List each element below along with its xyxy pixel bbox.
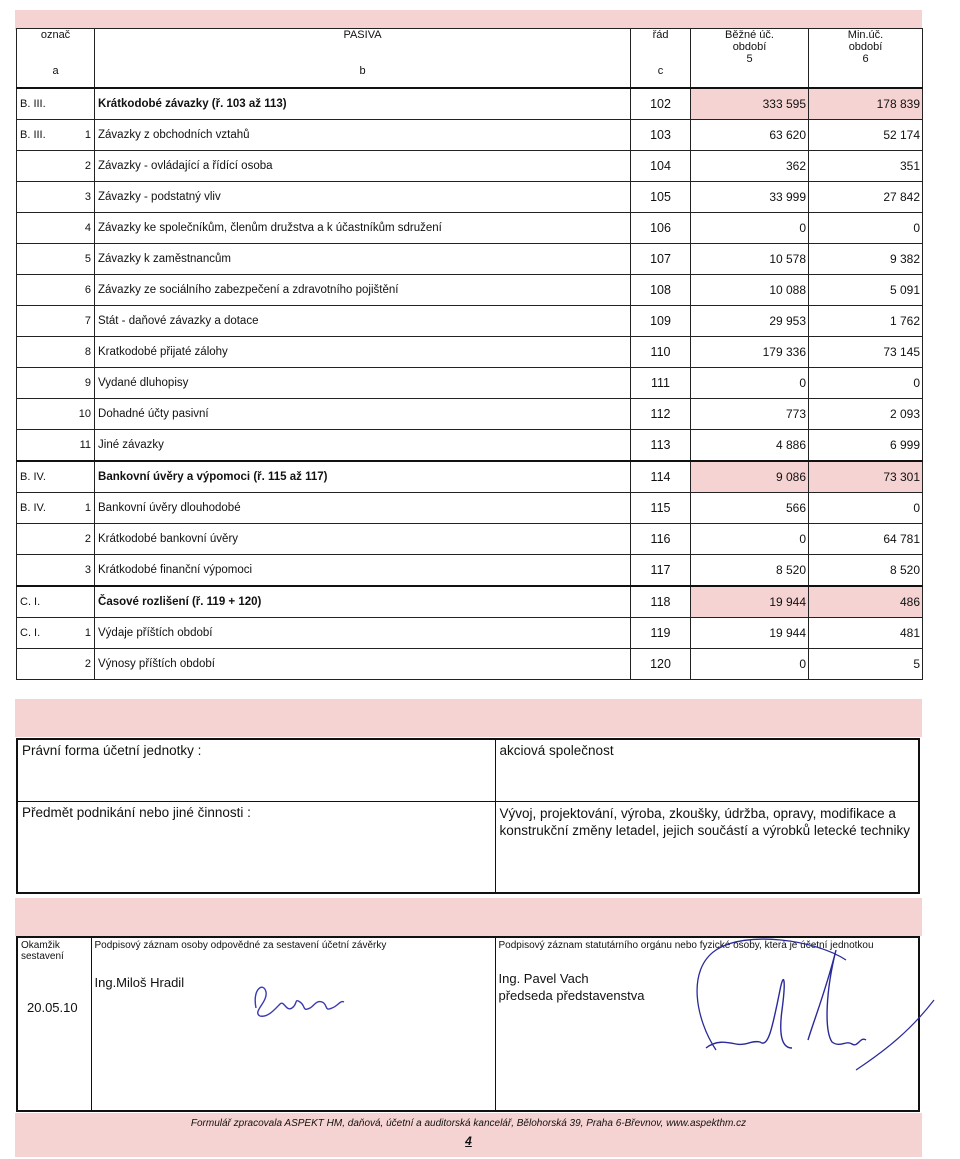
row-value-previous: 9 382 bbox=[809, 244, 923, 275]
table-row bbox=[17, 182, 923, 213]
row-value-previous: 73 145 bbox=[809, 337, 923, 368]
header-min: Min.úč. období 6 bbox=[809, 29, 923, 89]
row-code bbox=[17, 306, 75, 337]
row-sub-number: 10 bbox=[75, 399, 95, 430]
row-sub-number bbox=[75, 586, 95, 618]
table-row bbox=[17, 244, 923, 275]
row-label: Krátkodobé bankovní úvěry bbox=[95, 524, 631, 555]
row-label: Krátkodobé závazky (ř. 103 až 113) bbox=[95, 88, 631, 120]
row-number: 109 bbox=[631, 306, 691, 337]
row-number: 111 bbox=[631, 368, 691, 399]
table-row bbox=[17, 151, 923, 182]
row-label: Závazky ze sociálního zabezpečení a zdravotního pojištění bbox=[95, 275, 631, 306]
row-sub-number: 3 bbox=[75, 182, 95, 213]
row-sub-number: 2 bbox=[75, 524, 95, 555]
row-code: C. I. bbox=[17, 586, 75, 618]
moment-label: Okamžik sestavení bbox=[21, 940, 64, 962]
row-code: B. IV. bbox=[17, 461, 75, 493]
row-value-previous: 351 bbox=[809, 151, 923, 182]
top-band bbox=[15, 10, 922, 30]
row-value-current: 4 886 bbox=[691, 430, 809, 462]
entity-info-table bbox=[16, 738, 920, 894]
row-label: Dohadné účty pasivní bbox=[95, 399, 631, 430]
row-number: 115 bbox=[631, 493, 691, 524]
row-sub-number: 3 bbox=[75, 555, 95, 587]
row-value-current: 8 520 bbox=[691, 555, 809, 587]
pasiva-table bbox=[16, 28, 923, 680]
row-sub-number: 8 bbox=[75, 337, 95, 368]
date-value: 20.05.10 bbox=[27, 1000, 78, 1015]
row-value-current: 10 578 bbox=[691, 244, 809, 275]
table-row bbox=[17, 275, 923, 306]
row-value-current: 0 bbox=[691, 524, 809, 555]
header-rad: řád c bbox=[631, 29, 691, 89]
row-label: Bankovní úvěry a výpomoci (ř. 115 až 117) bbox=[95, 461, 631, 493]
row-sub-number: 1 bbox=[75, 493, 95, 524]
row-label: Stát - daňové závazky a dotace bbox=[95, 306, 631, 337]
row-number: 113 bbox=[631, 430, 691, 462]
header-pasiva: PASIVA b bbox=[95, 29, 631, 89]
row-code bbox=[17, 555, 75, 587]
table-row bbox=[17, 88, 923, 120]
row-value-previous: 0 bbox=[809, 213, 923, 244]
table-row bbox=[17, 493, 923, 524]
row-value-current: 29 953 bbox=[691, 306, 809, 337]
header-bezne: Běžné úč. období 5 bbox=[691, 29, 809, 89]
middle-band bbox=[15, 699, 922, 737]
legal-form-label: Právní forma účetní jednotky : bbox=[17, 739, 495, 801]
row-sub-number bbox=[75, 88, 95, 120]
table-row bbox=[17, 555, 923, 587]
row-value-current: 19 944 bbox=[691, 586, 809, 618]
row-value-previous: 5 091 bbox=[809, 275, 923, 306]
table-row bbox=[17, 306, 923, 337]
table-header-row bbox=[17, 29, 923, 89]
row-sub-number: 1 bbox=[75, 120, 95, 151]
row-value-current: 773 bbox=[691, 399, 809, 430]
compiler-name: Ing.Miloš Hradil bbox=[94, 975, 185, 990]
subject-value: Vývoj, projektování, výroba, zkoušky, údržba, opravy, modifikace a konstrukční změny letadel, jejich součástí a výrobků letecké techniky bbox=[495, 801, 919, 893]
table-row bbox=[17, 213, 923, 244]
statutory-name: Ing. Pavel Vach bbox=[498, 971, 589, 986]
row-value-previous: 64 781 bbox=[809, 524, 923, 555]
row-label: Výnosy příštích období bbox=[95, 649, 631, 680]
row-value-previous: 1 762 bbox=[809, 306, 923, 337]
subject-label: Předmět podnikání nebo jiné činnosti : bbox=[17, 801, 495, 893]
row-value-current: 566 bbox=[691, 493, 809, 524]
statutory-cell bbox=[495, 937, 919, 1111]
row-sub-number: 5 bbox=[75, 244, 95, 275]
row-label: Časové rozlišení (ř. 119 + 120) bbox=[95, 586, 631, 618]
statutory-label: Podpisový záznam statutárního orgánu nebo fyzické osoby, která je účetní jednotkou bbox=[498, 940, 874, 951]
row-label: Výdaje příštích období bbox=[95, 618, 631, 649]
table-row bbox=[17, 120, 923, 151]
row-sub-number: 7 bbox=[75, 306, 95, 337]
row-number: 104 bbox=[631, 151, 691, 182]
statutory-signature bbox=[676, 930, 936, 1080]
row-value-previous: 2 093 bbox=[809, 399, 923, 430]
row-code: B. IV. bbox=[17, 493, 75, 524]
row-number: 116 bbox=[631, 524, 691, 555]
row-sub-number: 6 bbox=[75, 275, 95, 306]
row-sub-number: 2 bbox=[75, 649, 95, 680]
row-number: 105 bbox=[631, 182, 691, 213]
compiler-label: Podpisový záznam osoby odpovědné za sestavení účetní závěrky bbox=[94, 940, 387, 951]
statutory-role: předseda představenstva bbox=[498, 988, 645, 1003]
row-value-current: 33 999 bbox=[691, 182, 809, 213]
row-sub-number bbox=[75, 461, 95, 493]
row-value-previous: 0 bbox=[809, 368, 923, 399]
row-label: Bankovní úvěry dlouhodobé bbox=[95, 493, 631, 524]
row-label: Závazky - podstatný vliv bbox=[95, 182, 631, 213]
row-code bbox=[17, 275, 75, 306]
row-number: 102 bbox=[631, 88, 691, 120]
row-number: 117 bbox=[631, 555, 691, 587]
row-sub-number: 11 bbox=[75, 430, 95, 462]
row-value-current: 333 595 bbox=[691, 88, 809, 120]
row-value-previous: 52 174 bbox=[809, 120, 923, 151]
row-label: Závazky - ovládající a řídící osoba bbox=[95, 151, 631, 182]
row-value-previous: 178 839 bbox=[809, 88, 923, 120]
table-row bbox=[17, 461, 923, 493]
row-code: B. III. bbox=[17, 120, 75, 151]
row-number: 114 bbox=[631, 461, 691, 493]
row-value-previous: 8 520 bbox=[809, 555, 923, 587]
row-label: Kratkodobé přijaté zálohy bbox=[95, 337, 631, 368]
row-value-previous: 6 999 bbox=[809, 430, 923, 462]
row-number: 108 bbox=[631, 275, 691, 306]
row-value-current: 63 620 bbox=[691, 120, 809, 151]
row-label: Závazky ke společníkům, členům družstva a k účastníkům sdružení bbox=[95, 213, 631, 244]
legal-form-value: akciová společnost bbox=[495, 739, 919, 801]
compiler-signature bbox=[242, 978, 352, 1024]
row-code: C. I. bbox=[17, 618, 75, 649]
footer-text: Formulář zpracovala ASPEKT HM, daňová, účetní a auditorská kancelář, Bělohorská 39, Praha 6-Břevnov, www.aspekthm.cz bbox=[190, 1118, 747, 1129]
row-value-current: 0 bbox=[691, 368, 809, 399]
header-oznac: označ a bbox=[17, 29, 95, 89]
row-code bbox=[17, 524, 75, 555]
row-number: 118 bbox=[631, 586, 691, 618]
row-value-current: 0 bbox=[691, 649, 809, 680]
row-label: Vydané dluhopisy bbox=[95, 368, 631, 399]
row-value-current: 10 088 bbox=[691, 275, 809, 306]
row-sub-number: 2 bbox=[75, 151, 95, 182]
row-label: Krátkodobé finanční výpomoci bbox=[95, 555, 631, 587]
row-number: 106 bbox=[631, 213, 691, 244]
signature-table bbox=[16, 936, 920, 1112]
row-value-previous: 73 301 bbox=[809, 461, 923, 493]
table-row bbox=[17, 649, 923, 680]
row-value-previous: 486 bbox=[809, 586, 923, 618]
moment-cell bbox=[17, 937, 91, 1111]
row-value-current: 362 bbox=[691, 151, 809, 182]
page-number: 4 bbox=[465, 1134, 472, 1148]
row-code bbox=[17, 430, 75, 462]
row-number: 107 bbox=[631, 244, 691, 275]
row-code bbox=[17, 399, 75, 430]
row-sub-number: 9 bbox=[75, 368, 95, 399]
row-number: 119 bbox=[631, 618, 691, 649]
row-label: Jiné závazky bbox=[95, 430, 631, 462]
row-number: 120 bbox=[631, 649, 691, 680]
row-code bbox=[17, 151, 75, 182]
table-row bbox=[17, 337, 923, 368]
row-code: B. III. bbox=[17, 88, 75, 120]
row-code bbox=[17, 368, 75, 399]
row-sub-number: 4 bbox=[75, 213, 95, 244]
row-value-current: 9 086 bbox=[691, 461, 809, 493]
row-code bbox=[17, 337, 75, 368]
row-number: 103 bbox=[631, 120, 691, 151]
row-code bbox=[17, 244, 75, 275]
table-row bbox=[17, 586, 923, 618]
row-code bbox=[17, 182, 75, 213]
row-value-current: 0 bbox=[691, 213, 809, 244]
row-label: Závazky k zaměstnancům bbox=[95, 244, 631, 275]
row-label: Závazky z obchodních vztahů bbox=[95, 120, 631, 151]
row-code bbox=[17, 649, 75, 680]
row-value-previous: 5 bbox=[809, 649, 923, 680]
row-value-current: 19 944 bbox=[691, 618, 809, 649]
row-number: 112 bbox=[631, 399, 691, 430]
table-row bbox=[17, 368, 923, 399]
row-value-previous: 0 bbox=[809, 493, 923, 524]
table-row bbox=[17, 618, 923, 649]
footer bbox=[15, 1113, 922, 1157]
table-row bbox=[17, 524, 923, 555]
row-number: 110 bbox=[631, 337, 691, 368]
row-code bbox=[17, 213, 75, 244]
compiler-cell bbox=[91, 937, 495, 1111]
row-value-previous: 481 bbox=[809, 618, 923, 649]
table-row bbox=[17, 399, 923, 430]
row-value-current: 179 336 bbox=[691, 337, 809, 368]
row-value-previous: 27 842 bbox=[809, 182, 923, 213]
table-row bbox=[17, 430, 923, 462]
row-sub-number: 1 bbox=[75, 618, 95, 649]
